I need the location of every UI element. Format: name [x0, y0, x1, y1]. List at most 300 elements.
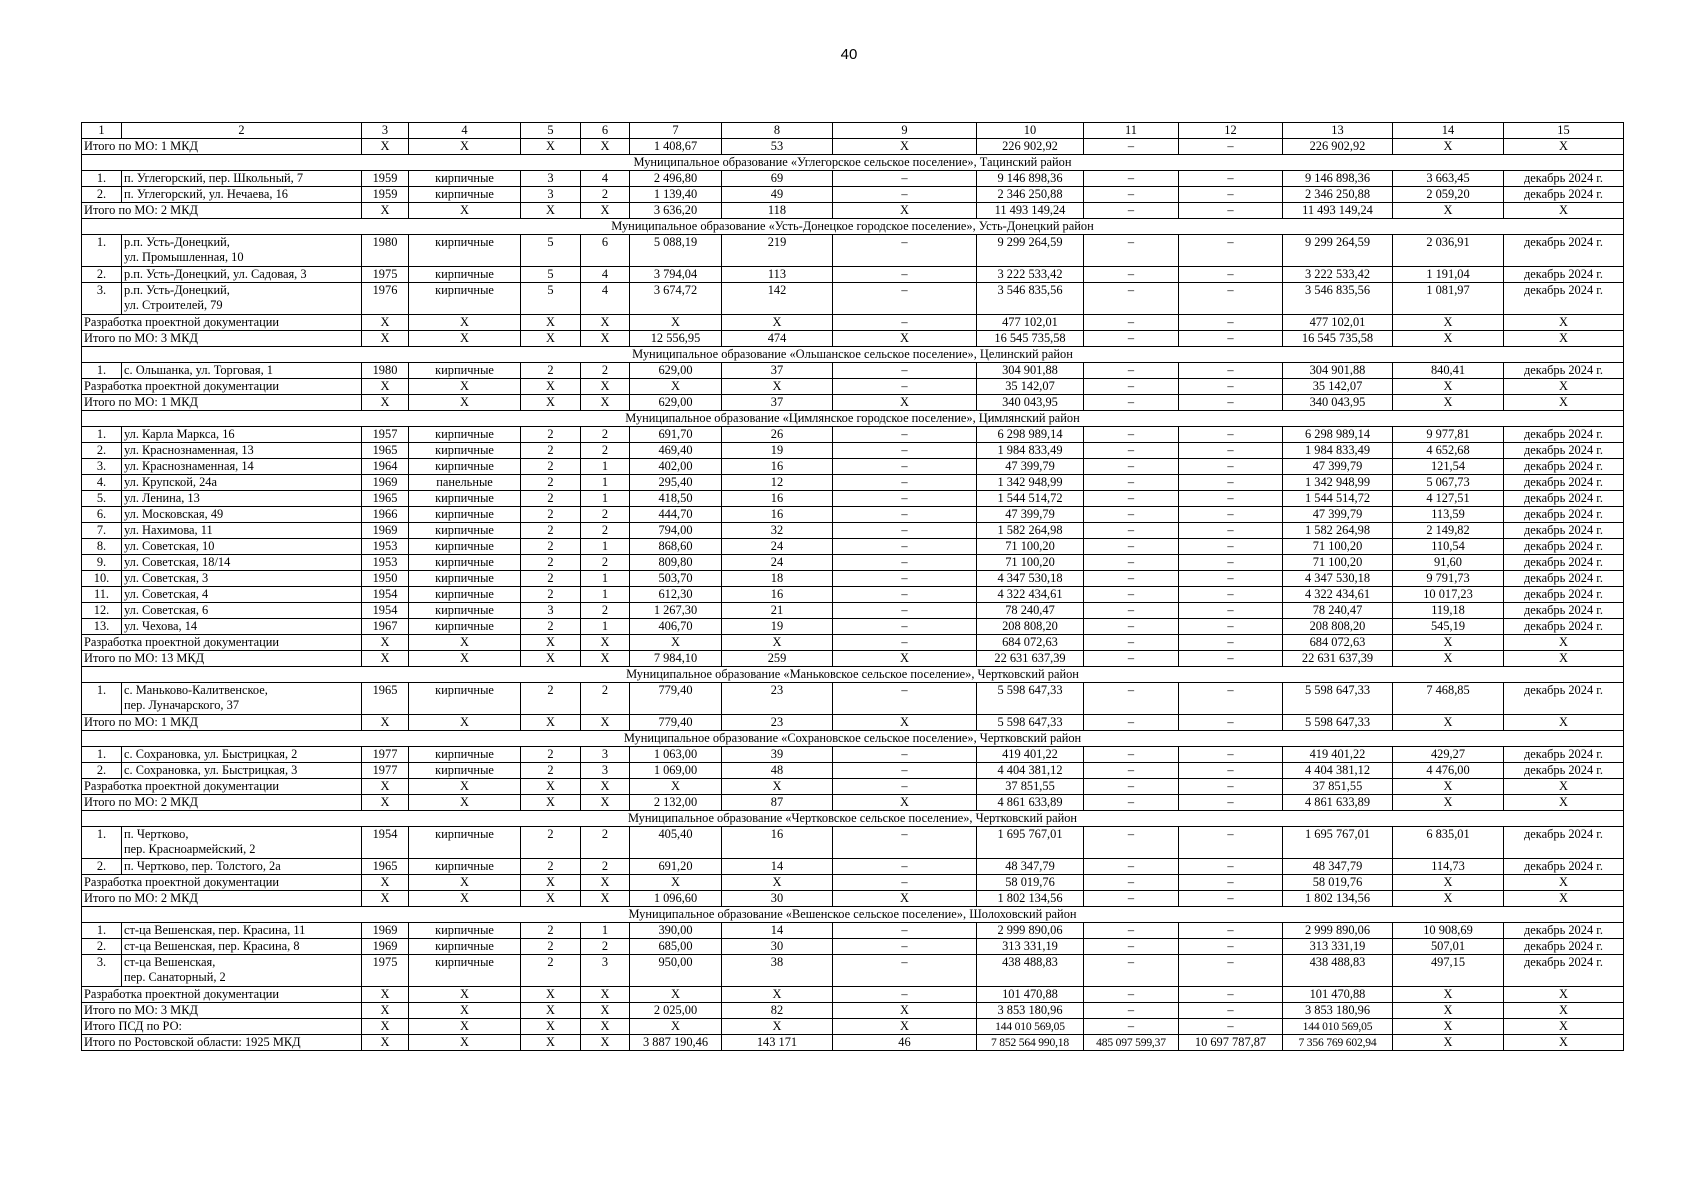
table-cell: X	[1393, 331, 1504, 347]
table-cell: 2	[581, 187, 630, 203]
table-row	[82, 235, 1624, 267]
table-cell: 2	[521, 475, 581, 491]
table-cell: –	[1084, 171, 1179, 187]
table-cell: –	[833, 939, 977, 955]
table-cell: –	[833, 923, 977, 939]
table-cell: X	[581, 875, 630, 891]
table-cell: –	[833, 587, 977, 603]
column-number-header: 4	[409, 123, 521, 139]
table-cell: –	[833, 475, 977, 491]
table-cell: 119,18	[1393, 603, 1504, 619]
table-cell: 474	[722, 331, 833, 347]
table-cell: 3 636,20	[630, 203, 722, 219]
table-cell: X	[630, 379, 722, 395]
table-cell: 9 299 264,59	[977, 235, 1084, 267]
table-cell: X	[1504, 203, 1624, 219]
table-cell: 14	[722, 859, 833, 875]
table-cell: X	[521, 875, 581, 891]
table-cell: кирпичные	[409, 507, 521, 523]
section-header-row	[82, 219, 1624, 235]
table-cell: –	[1084, 459, 1179, 475]
table-cell: 629,00	[630, 395, 722, 411]
table-cell: 47 399,79	[1283, 507, 1393, 523]
section-title: Муниципальное образование «Сохрановское сельское поселение», Чертковский район	[82, 731, 1624, 747]
column-number-header: 11	[1084, 123, 1179, 139]
address-cell	[122, 475, 362, 491]
table-cell: 1	[581, 571, 630, 587]
table-cell: кирпичные	[409, 427, 521, 443]
table-cell: X	[1393, 1019, 1504, 1035]
table-cell: –	[833, 315, 977, 331]
table-cell: 14	[722, 923, 833, 939]
table-cell: 1964	[362, 459, 409, 475]
total-row	[82, 379, 1624, 395]
table-cell: X	[833, 1003, 977, 1019]
table-cell: 4 404 381,12	[977, 763, 1084, 779]
table-cell: 7 468,85	[1393, 683, 1504, 715]
table-cell: 1	[581, 475, 630, 491]
table-cell: 1980	[362, 363, 409, 379]
table-cell: 1980	[362, 235, 409, 267]
table-cell: 71 100,20	[977, 555, 1084, 571]
page-number: 40	[840, 46, 858, 63]
table-cell: 10 697 787,87	[1179, 1035, 1283, 1051]
table-cell: 82	[722, 1003, 833, 1019]
table-cell: X	[362, 635, 409, 651]
table-cell: 110,54	[1393, 539, 1504, 555]
column-number-header: 1	[82, 123, 122, 139]
table-cell: 2 149,82	[1393, 523, 1504, 539]
table-cell: X	[722, 1019, 833, 1035]
table-cell: 779,40	[630, 683, 722, 715]
table-cell: 4 347 530,18	[977, 571, 1084, 587]
section-title: Муниципальное образование «Ольшанское сельское поселение», Целинский район	[82, 347, 1624, 363]
row-number: 1.	[82, 747, 122, 763]
table-cell: 226 902,92	[1283, 139, 1393, 155]
table-cell: 16 545 735,58	[977, 331, 1084, 347]
table-cell: X	[833, 715, 977, 731]
table-cell: X	[362, 987, 409, 1003]
table-cell: X	[581, 1003, 630, 1019]
table-cell: декабрь 2024 г.	[1504, 571, 1624, 587]
table-cell: –	[1084, 443, 1179, 459]
table-cell: –	[1084, 955, 1179, 987]
table-cell: 1 582 264,98	[1283, 523, 1393, 539]
table-cell: 37	[722, 363, 833, 379]
address-line: п. Чертково,	[124, 827, 189, 841]
table-cell: X	[409, 1019, 521, 1035]
table-cell: 2	[521, 443, 581, 459]
table-cell: X	[1393, 715, 1504, 731]
table-cell: –	[833, 379, 977, 395]
table-cell: X	[1504, 331, 1624, 347]
table-cell: кирпичные	[409, 187, 521, 203]
table-cell: декабрь 2024 г.	[1504, 475, 1624, 491]
table-cell: X	[362, 1003, 409, 1019]
address-cell	[122, 507, 362, 523]
total-row	[82, 875, 1624, 891]
table-cell: 2	[581, 827, 630, 859]
table-row	[82, 571, 1624, 587]
table-cell: 71 100,20	[977, 539, 1084, 555]
total-row	[82, 891, 1624, 907]
table-cell: 1950	[362, 571, 409, 587]
table-cell: кирпичные	[409, 171, 521, 187]
address-cell	[122, 443, 362, 459]
section-header-row	[82, 811, 1624, 827]
table-cell: X	[521, 891, 581, 907]
table-cell: X	[630, 987, 722, 1003]
table-cell: 58 019,76	[1283, 875, 1393, 891]
table-cell: 2 025,00	[630, 1003, 722, 1019]
total-label: Разработка проектной документации	[82, 635, 362, 651]
table-cell: –	[1084, 523, 1179, 539]
table-cell: 113	[722, 267, 833, 283]
address-line: р.п. Усть-Донецкий,	[124, 283, 230, 297]
table-cell: –	[833, 827, 977, 859]
table-cell: X	[521, 987, 581, 1003]
table-cell: –	[1084, 267, 1179, 283]
table-cell: –	[1179, 859, 1283, 875]
table-cell: 2 496,80	[630, 171, 722, 187]
table-cell: –	[833, 283, 977, 315]
table-cell: декабрь 2024 г.	[1504, 187, 1624, 203]
address-line: п. Чертково, пер. Толстого, 2а	[124, 859, 281, 873]
table-cell: –	[833, 267, 977, 283]
table-cell: X	[581, 203, 630, 219]
table-cell: 304 901,88	[1283, 363, 1393, 379]
table-cell: декабрь 2024 г.	[1504, 507, 1624, 523]
table-cell: 1 984 833,49	[1283, 443, 1393, 459]
table-cell: –	[1084, 539, 1179, 555]
total-label: Итого по МО: 2 МКД	[82, 795, 362, 811]
address-cell	[122, 187, 362, 203]
table-cell: –	[1084, 571, 1179, 587]
table-cell: –	[1179, 539, 1283, 555]
table-cell: X	[409, 795, 521, 811]
table-row	[82, 427, 1624, 443]
table-row	[82, 603, 1624, 619]
total-label: Итого по МО: 2 МКД	[82, 891, 362, 907]
table-cell: –	[1084, 827, 1179, 859]
table-cell: 1965	[362, 683, 409, 715]
table-cell: 16	[722, 507, 833, 523]
table-cell: –	[1084, 779, 1179, 795]
table-cell: X	[362, 651, 409, 667]
total-row	[82, 139, 1624, 155]
total-label: Итого по МО: 1 МКД	[82, 715, 362, 731]
total-row	[82, 395, 1624, 411]
table-cell: 1957	[362, 427, 409, 443]
table-cell: декабрь 2024 г.	[1504, 459, 1624, 475]
column-number-header-row	[82, 123, 1624, 139]
table-cell: X	[581, 715, 630, 731]
table-cell: 7 984,10	[630, 651, 722, 667]
table-cell: 629,00	[630, 363, 722, 379]
table-cell: 16	[722, 587, 833, 603]
table-cell: 2	[521, 587, 581, 603]
table-cell: 3	[581, 747, 630, 763]
table-cell: X	[1504, 1035, 1624, 1051]
table-cell: X	[521, 651, 581, 667]
section-title: Муниципальное образование «Вешенское сельское поселение», Шолоховский район	[82, 907, 1624, 923]
table-cell: 2	[521, 555, 581, 571]
column-number-header: 15	[1504, 123, 1624, 139]
table-cell: X	[1393, 1035, 1504, 1051]
row-number: 1.	[82, 427, 122, 443]
table-cell: 3	[581, 763, 630, 779]
table-cell: 2	[521, 507, 581, 523]
table-cell: 340 043,95	[977, 395, 1084, 411]
row-number: 2.	[82, 763, 122, 779]
table-row	[82, 267, 1624, 283]
table-cell: 2	[581, 363, 630, 379]
table-cell: 340 043,95	[1283, 395, 1393, 411]
table-cell: кирпичные	[409, 267, 521, 283]
table-cell: 5	[521, 283, 581, 315]
table-cell: –	[1179, 267, 1283, 283]
table-row	[82, 587, 1624, 603]
address-line: р.п. Усть-Донецкий,	[124, 235, 230, 249]
row-number: 1.	[82, 171, 122, 187]
table-cell: 101 470,88	[977, 987, 1084, 1003]
address-line: ул. Советская, 18/14	[124, 555, 231, 569]
table-cell: 4 347 530,18	[1283, 571, 1393, 587]
table-cell: –	[1084, 139, 1179, 155]
row-number: 2.	[82, 187, 122, 203]
table-cell: 5 598 647,33	[1283, 683, 1393, 715]
total-row	[82, 331, 1624, 347]
table-row	[82, 523, 1624, 539]
table-row	[82, 171, 1624, 187]
table-cell: декабрь 2024 г.	[1504, 363, 1624, 379]
address-cell	[122, 171, 362, 187]
table-row	[82, 363, 1624, 379]
table-cell: –	[1179, 379, 1283, 395]
address-line: с. Ольшанка, ул. Торговая, 1	[124, 363, 273, 377]
table-cell: X	[521, 379, 581, 395]
table-cell: –	[833, 875, 977, 891]
table-cell: декабрь 2024 г.	[1504, 555, 1624, 571]
total-row	[82, 987, 1624, 1003]
address-line: ул. Московская, 49	[124, 507, 224, 521]
table-cell: X	[1393, 139, 1504, 155]
table-cell: X	[1393, 779, 1504, 795]
table-cell: 2	[521, 955, 581, 987]
table-cell: 5 067,73	[1393, 475, 1504, 491]
table-cell: 2	[581, 443, 630, 459]
row-number: 1.	[82, 923, 122, 939]
table-cell: X	[409, 203, 521, 219]
table-cell: 1969	[362, 923, 409, 939]
table-cell: 406,70	[630, 619, 722, 635]
table-cell: 2	[521, 459, 581, 475]
table-cell: 4 322 434,61	[1283, 587, 1393, 603]
table-cell: 1 191,04	[1393, 267, 1504, 283]
table-cell: кирпичные	[409, 763, 521, 779]
table-cell: X	[409, 395, 521, 411]
table-cell: X	[521, 331, 581, 347]
table-cell: 142	[722, 283, 833, 315]
table-cell: 3	[521, 187, 581, 203]
column-number-header: 9	[833, 123, 977, 139]
table-cell: кирпичные	[409, 443, 521, 459]
table-cell: –	[1179, 779, 1283, 795]
table-cell: 2 132,00	[630, 795, 722, 811]
table-cell: –	[1179, 331, 1283, 347]
address-cell	[122, 363, 362, 379]
table-cell: X	[581, 779, 630, 795]
table-cell: 2	[521, 619, 581, 635]
table-cell: 48 347,79	[1283, 859, 1393, 875]
table-cell: 3 546 835,56	[977, 283, 1084, 315]
table-cell: 1	[581, 459, 630, 475]
table-cell: 868,60	[630, 539, 722, 555]
table-cell: 685,00	[630, 939, 722, 955]
table-cell: –	[833, 955, 977, 987]
table-cell: –	[1084, 635, 1179, 651]
table-cell: –	[1084, 395, 1179, 411]
table-cell: –	[833, 363, 977, 379]
table-cell: –	[1084, 683, 1179, 715]
table-cell: 1	[581, 539, 630, 555]
table-cell: 1965	[362, 859, 409, 875]
table-cell: –	[1084, 315, 1179, 331]
address-cell	[122, 939, 362, 955]
address-line: ст-ца Вешенская, пер. Красина, 8	[124, 939, 300, 953]
table-cell: –	[833, 555, 977, 571]
table-cell: 49	[722, 187, 833, 203]
table-cell: –	[1179, 571, 1283, 587]
column-number-header: 5	[521, 123, 581, 139]
table-cell: –	[1084, 1019, 1179, 1035]
table-cell: декабрь 2024 г.	[1504, 763, 1624, 779]
table-cell: 22 631 637,39	[1283, 651, 1393, 667]
table-cell: 2	[521, 859, 581, 875]
address-cell	[122, 283, 362, 315]
table-cell: –	[1179, 619, 1283, 635]
address-line: ул. Краснознаменная, 13	[124, 443, 254, 457]
address-cell	[122, 555, 362, 571]
table-cell: 226 902,92	[977, 139, 1084, 155]
table-cell: 71 100,20	[1283, 539, 1393, 555]
table-cell: 2	[521, 827, 581, 859]
row-number: 4.	[82, 475, 122, 491]
table-cell: 390,00	[630, 923, 722, 939]
table-cell: 4	[581, 283, 630, 315]
table-cell: 4 322 434,61	[977, 587, 1084, 603]
section-title: Муниципальное образование «Углегорское сельское поселение», Тацинский район	[82, 155, 1624, 171]
table-cell: –	[1179, 315, 1283, 331]
table-row	[82, 475, 1624, 491]
table-cell: 2	[581, 603, 630, 619]
address-cell	[122, 571, 362, 587]
table-cell: –	[833, 491, 977, 507]
table-cell: X	[581, 379, 630, 395]
row-number: 6.	[82, 507, 122, 523]
table-cell: X	[362, 875, 409, 891]
address-cell	[122, 587, 362, 603]
table-cell: 1 081,97	[1393, 283, 1504, 315]
table-cell: 6 835,01	[1393, 827, 1504, 859]
table-cell: декабрь 2024 г.	[1504, 443, 1624, 459]
table-cell: –	[833, 459, 977, 475]
table-cell: декабрь 2024 г.	[1504, 539, 1624, 555]
total-row	[82, 715, 1624, 731]
total-label: Разработка проектной документации	[82, 987, 362, 1003]
table-cell: X	[1504, 779, 1624, 795]
table-cell: 26	[722, 427, 833, 443]
table-cell: 7 356 769 602,94	[1283, 1035, 1393, 1051]
row-number: 1.	[82, 235, 122, 267]
address-line: ул. Карла Маркса, 16	[124, 427, 235, 441]
table-cell: 1969	[362, 939, 409, 955]
column-number-header: 7	[630, 123, 722, 139]
table-cell: –	[1179, 203, 1283, 219]
table-cell: X	[1504, 395, 1624, 411]
table-cell: 405,40	[630, 827, 722, 859]
table-cell: X	[581, 651, 630, 667]
table-cell: X	[722, 315, 833, 331]
table-cell: декабрь 2024 г.	[1504, 427, 1624, 443]
table-cell: –	[1084, 475, 1179, 491]
table-cell: кирпичные	[409, 747, 521, 763]
table-cell: X	[581, 987, 630, 1003]
table-cell: X	[722, 779, 833, 795]
table-cell: 1 069,00	[630, 763, 722, 779]
table-cell: 32	[722, 523, 833, 539]
section-title: Муниципальное образование «Усть-Донецкое городское поселение», Усть-Донецкий район	[82, 219, 1624, 235]
table-cell: 3 794,04	[630, 267, 722, 283]
table-cell: –	[1084, 283, 1179, 315]
table-cell: –	[1084, 587, 1179, 603]
table-cell: –	[1179, 363, 1283, 379]
section-title: Муниципальное образование «Маньковское сельское поселение», Чертковский район	[82, 667, 1624, 683]
table-cell: –	[833, 571, 977, 587]
table-cell: декабрь 2024 г.	[1504, 267, 1624, 283]
table-cell: –	[1084, 187, 1179, 203]
address-line: ул. Советская, 3	[124, 571, 209, 585]
table-cell: кирпичные	[409, 555, 521, 571]
table-cell: 1	[581, 923, 630, 939]
table-cell: 691,70	[630, 427, 722, 443]
table-cell: X	[409, 315, 521, 331]
table-cell: –	[1084, 1003, 1179, 1019]
table-row	[82, 459, 1624, 475]
table-cell: 12	[722, 475, 833, 491]
table-cell: X	[581, 795, 630, 811]
table-cell: 497,15	[1393, 955, 1504, 987]
column-number-header: 2	[122, 123, 362, 139]
total-row	[82, 203, 1624, 219]
table-cell: 1969	[362, 523, 409, 539]
table-cell: 114,73	[1393, 859, 1504, 875]
table-cell: X	[1393, 987, 1504, 1003]
table-cell: X	[409, 331, 521, 347]
table-cell: 1975	[362, 955, 409, 987]
table-cell: X	[833, 203, 977, 219]
table-cell: X	[521, 203, 581, 219]
table-row	[82, 955, 1624, 987]
table-cell: 48	[722, 763, 833, 779]
table-cell: 3 853 180,96	[977, 1003, 1084, 1019]
table-cell: 2	[581, 939, 630, 955]
address-cell	[122, 955, 362, 987]
table-cell: X	[581, 315, 630, 331]
table-cell: 1967	[362, 619, 409, 635]
table-cell: –	[1084, 859, 1179, 875]
table-cell: 30	[722, 891, 833, 907]
